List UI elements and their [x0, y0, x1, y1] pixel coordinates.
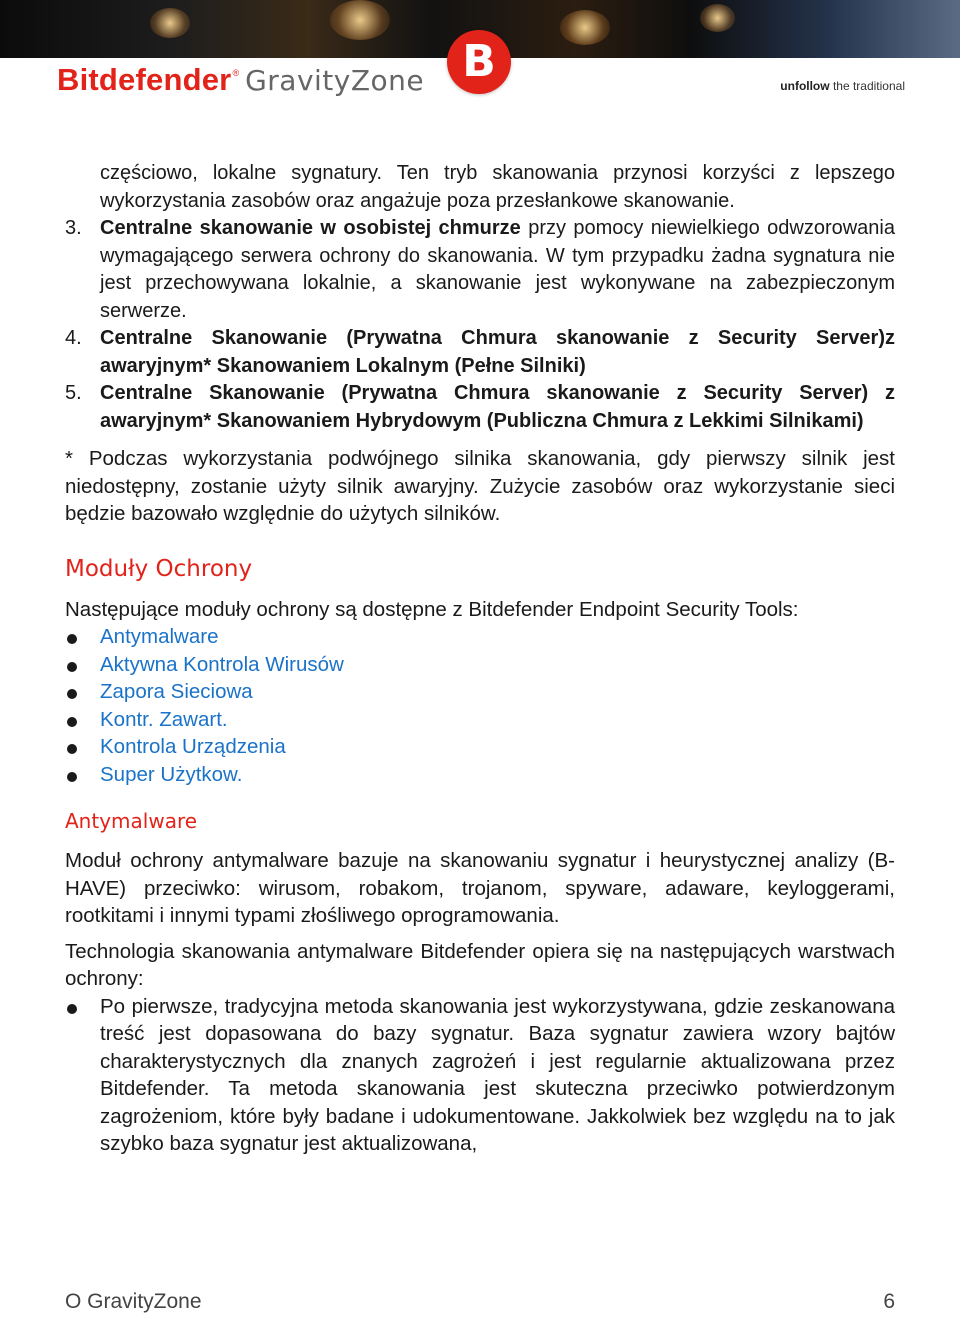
list-item-3-bold: Centralne skanowanie w osobistej chmurze: [100, 217, 521, 239]
bullet-icon: [67, 717, 77, 727]
list-item: [65, 733, 895, 761]
module-link-power-user[interactable]: Super Użytkow.: [100, 762, 243, 786]
list-item-2-continuation: częściowo, lokalne sygnatury. Ten tryb skanowania przynosi korzyści z lepszego wykorzystania zasobów oraz angażuje poza przesłankowe skanowanie.: [100, 162, 895, 212]
bullet-icon: [67, 662, 77, 672]
page-number: 6: [883, 1290, 895, 1313]
module-link-antimalware[interactable]: Antymalware: [100, 625, 219, 648]
antimalware-paragraph-1: Moduł ochrony antymalware bazuje na skanowaniu sygnatur i heurystycznej analizy (B-HAVE) przeciwko: wirusom, robakom, trojanom, spyware, adaware, keyloggerami, rootkitami i innymi typami złośliwego oprogramowania.: [65, 849, 895, 927]
bitdefender-logo-icon: [447, 30, 511, 94]
list-item-number: 4.: [65, 327, 82, 349]
tagline: [780, 79, 905, 93]
list-item-number: 5.: [65, 382, 82, 404]
section-heading-modules: Moduły Ochrony: [65, 555, 253, 582]
footnote: * Podczas wykorzystania podwójnego silnika skanowania, gdy pierwszy silnik jest niedostępny, zostanie użyty silnik awaryjny. Zużycie zasobów oraz wykorzystanie sieci będzie bazowało względnie do użytych silników.: [65, 447, 895, 525]
list-item: [65, 993, 895, 1158]
list-item-3-text: przy pomocy niewielkiego odwzorowania wymagającego serwera ochrony do skanowania. W tym przypadku żadna sygnatura nie jest przechowywana lokalnie, a skanowanie jest wykonywane na zabezpieczonym serwerze.: [100, 217, 895, 322]
modules-list: [65, 623, 895, 788]
page-content: [65, 160, 895, 1158]
antimalware-bullet-1: Po pierwsze, tradycyjna metoda skanowania jest wykorzystywana, gdzie zeskanowana treść jest dopasowana do bazy sygnatur. Baza sygnatur zawiera wzory bajtów charakterystycznych dla znanych zagrożeń i jest regularnie aktualizowana przez Bitdefender. Ta metoda skanowania jest skuteczna przeciwko potwierdzonym zagrożeniom, które były badane i udokumentowane. Jakkolwiek bez względu na to jak szybko baza sygnatur jest aktualizowana,: [100, 994, 895, 1155]
list-item: [65, 706, 895, 734]
module-link-device-control[interactable]: Kontrola Urządzenia: [100, 735, 286, 758]
bullet-icon: [67, 634, 77, 644]
modules-intro: Następujące moduły ochrony są dostępne z Bitdefender Endpoint Security Tools:: [65, 597, 799, 621]
product-name: GravityZone: [245, 64, 425, 97]
list-item: [65, 678, 895, 706]
list-item: [65, 651, 895, 679]
antimalware-layers-list: [65, 993, 895, 1158]
section-heading-antimalware: Antymalware: [65, 809, 198, 833]
list-item: [65, 623, 895, 651]
list-item-number: 3.: [65, 217, 82, 239]
tagline-bold: unfollow: [780, 79, 830, 93]
tagline-rest: the traditional: [829, 79, 905, 93]
footer-section-label: O GravityZone: [65, 1290, 202, 1313]
list-item-5-text: Centralne Skanowanie (Prywatna Chmura skanowanie z Security Server) z awaryjnym* Skanowaniem Hybrydowym (Publiczna Chmura z Lekkimi Silnikami): [100, 382, 895, 432]
registered-mark: ®: [232, 68, 240, 78]
list-item: [65, 761, 895, 789]
brand-wordmark: [57, 62, 424, 98]
module-link-firewall[interactable]: Zapora Sieciowa: [100, 680, 253, 703]
list-item-4: [65, 325, 895, 380]
logo-letter: B: [462, 36, 496, 87]
list-item-3: [65, 215, 895, 325]
brand-name: Bitdefender: [57, 62, 232, 97]
list-item-5: [65, 380, 895, 435]
antimalware-paragraph-2: Technologia skanowania antymalware Bitdefender opiera się na następujących warstwach ochrony:: [65, 939, 895, 990]
bullet-icon: [67, 689, 77, 699]
module-link-content-control[interactable]: Kontr. Zawart.: [100, 707, 228, 731]
list-item-4-text: Centralne Skanowanie (Prywatna Chmura skanowanie z Security Server)z awaryjnym* Skanowaniem Lokalnym (Pełne Silniki): [100, 327, 895, 377]
bullet-icon: [67, 1004, 77, 1014]
bullet-icon: [67, 744, 77, 754]
module-link-active-virus-control[interactable]: Aktywna Kontrola Wirusów: [100, 652, 344, 676]
bullet-icon: [67, 772, 77, 782]
